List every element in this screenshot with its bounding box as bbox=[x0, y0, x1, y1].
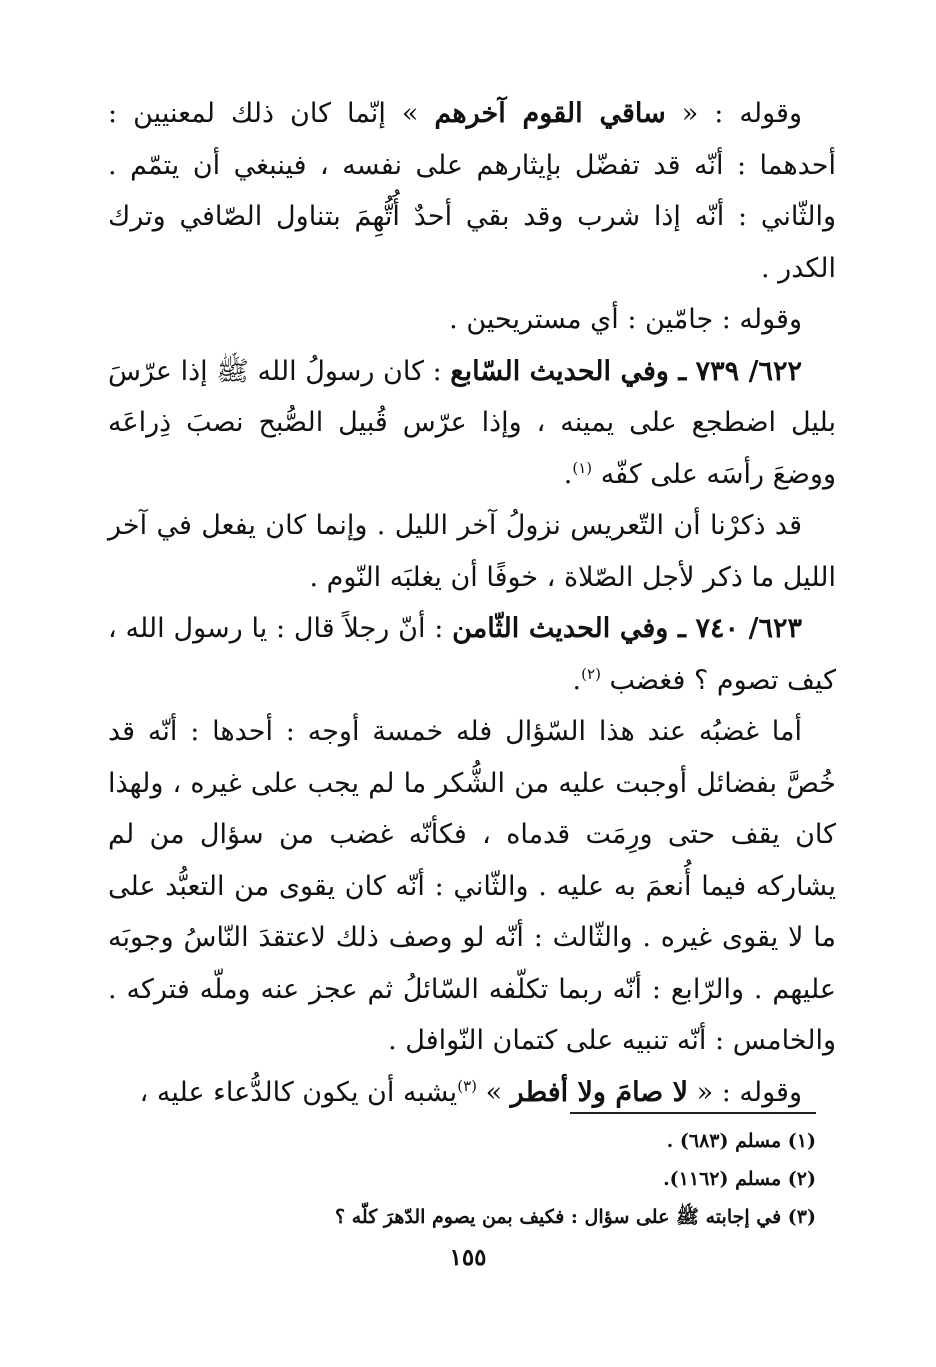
footnote-ref: (٣) bbox=[457, 1076, 477, 1095]
text-segment: وقوله : « bbox=[665, 98, 802, 129]
text-segment: أما غضبُه عند هذا السّؤال فله خمسة أوجه : أحدها : أنّه قد خُصَّ بفضائل أوجبت عليه من الشُّكر ما لم يجب على غيره ، ولهذا كان يقف حتى ورِمَت قدماه ، فكأنّه غضب من سؤال من لم يشاركه فيما أُنعمَ به عليه . والثّاني : أنّه كان يقوى من التعبُّد على ما لا يقوى غيره . والثّالث : أنّه لو وصف ذلك لاعتقدَ النّاسُ وجوبَه عليهم . والرّابع : أنّه ربما تكلّفه السّائلُ ثم عجز عنه وملّه فتركه . والخامس : أنّه تنبيه على كتمان النّوافل . bbox=[108, 716, 836, 1056]
text-segment: يشبه أن يكون كالدُّعاء عليه ، bbox=[139, 1076, 458, 1108]
page-number: ١٥٥ bbox=[449, 1244, 487, 1271]
bold-heading-text: لا صامَ ولا أفطر bbox=[510, 1076, 689, 1108]
text-segment: وقوله : « bbox=[688, 1076, 802, 1108]
footnote: (١) مسلم (٦٨٣) . bbox=[666, 1130, 816, 1152]
footnote-ref: (١) bbox=[572, 458, 593, 477]
paragraph bbox=[108, 500, 836, 603]
paragraph bbox=[108, 346, 836, 501]
footnote-separator bbox=[570, 1112, 816, 1114]
text-segment: : أنّ رجلاً قال : يا رسول الله ، كيف تصوم ؟ فغضب bbox=[108, 613, 836, 696]
bold-heading-text: ٦٢٣/ ٧٤٠ ـ وفي الحديث الثّامن bbox=[452, 613, 803, 644]
paragraph bbox=[108, 603, 836, 706]
footnote: (٢) مسلم (١١٦٢). bbox=[663, 1168, 816, 1190]
text-segment: . bbox=[563, 458, 573, 490]
footnote-ref: (٢) bbox=[581, 664, 601, 683]
footnote: (٣) في إجابته ﷺ على سؤال : فكيف بمن يصوم الدّهرَ كلّه ؟ bbox=[335, 1206, 816, 1228]
text-segment: » إنّما كان ذلك لمعنيين : أحدهما : أنّه قد تفضّل بإيثارهم على نفسه ، فينبغي أن يتمّم . والثّاني : أنّه إذا شرب وقد بقي أحدٌ أُتُّهِمَ بتناول الصّافي وترك الكدر . bbox=[108, 98, 836, 284]
paragraph bbox=[108, 294, 836, 346]
text-segment: . bbox=[572, 664, 582, 696]
text-segment: قد ذكرْنا أن التّعريس نزولُ آخر الليل . وإنما كان يفعل في آخر الليل ما ذكر لأجل الصّلاة ، خوفًا أن يغلبَه النّوم . bbox=[108, 510, 836, 593]
bold-heading-text: ساقي القوم آخرهم bbox=[434, 98, 666, 129]
main-text-block bbox=[108, 88, 836, 1118]
text-segment: » bbox=[476, 1076, 511, 1108]
paragraph bbox=[108, 706, 836, 1067]
bold-heading-text: ٦٢٢/ ٧٣٩ ـ وفي الحديث السّابع bbox=[450, 355, 802, 387]
paragraph bbox=[108, 88, 836, 294]
footnotes-block bbox=[96, 1122, 816, 1236]
text-segment: : كان رسولُ الله ﷺ إذا عرّسَ بليل اضطجع على يمينه ، وإذا عرّس قُبيل الصُّبح نصبَ ذِراعَه ووضعَ رأسَه على كفّه bbox=[108, 355, 836, 490]
paragraph bbox=[108, 1067, 836, 1119]
text-segment: وقوله : جامّين : أي مستريحين . bbox=[449, 304, 802, 335]
